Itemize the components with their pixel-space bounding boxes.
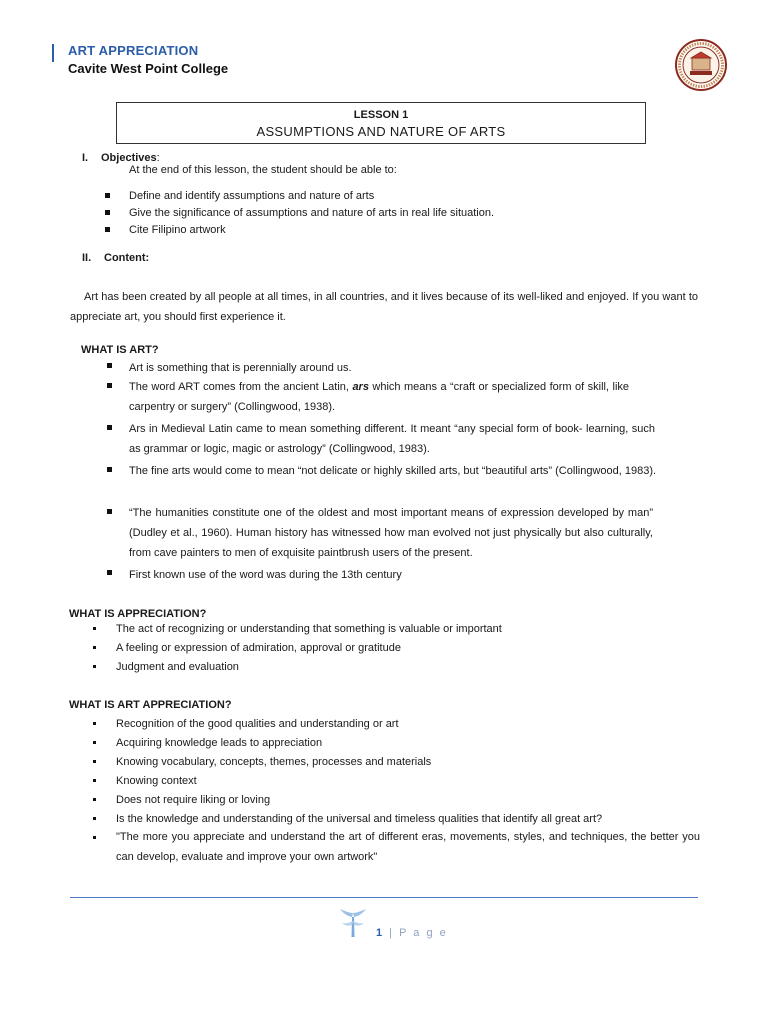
art-item: “The humanities constitute one of the oldest and most important means of expression developed by man” (Dudley et al., 1960). Human history has witnessed how man evolved not just physically but also culturally, from cave painters to men of exquisite paintbrush users of the present.: [129, 507, 653, 559]
content-numeral: II.: [82, 252, 92, 264]
art-appreciation-item: Acquiring knowledge leads to appreciation: [116, 737, 323, 749]
objectives-heading-text: Objectives: [101, 152, 157, 164]
lesson-number: LESSON 1: [353, 109, 409, 121]
footer-emblem-icon: [336, 907, 370, 941]
art-item: Art is something that is perennially around us.: [129, 362, 352, 374]
objectives-heading-colon: :: [156, 152, 160, 164]
footer-divider: [70, 897, 698, 898]
content-intro-paragraph: Art has been created by all people at all times, in all countries, and it lives because of its well-liked and enjoyed. If you want to appreciate art, you should first experience it.: [70, 291, 698, 323]
bullet-small-square: [93, 760, 96, 763]
bullet-square: [107, 467, 112, 472]
college-seal-logo: [674, 38, 728, 92]
art-item-latin-term: ars: [352, 381, 369, 393]
appreciation-item: The act of recognizing or understanding that something is valuable or important: [116, 623, 502, 635]
bullet-small-square: [93, 836, 96, 839]
art-appreciation-item: Is the knowledge and understanding of the universal and timeless qualities that identify all great art?: [116, 813, 603, 825]
bullet-square: [107, 570, 112, 575]
lesson-title-box: [116, 102, 646, 144]
bullet-square: [107, 509, 112, 514]
bullet-small-square: [93, 779, 96, 782]
bullet-square: [107, 383, 112, 388]
page-label: | P a g e: [384, 927, 448, 939]
page-number: [376, 927, 448, 939]
art-item: Ars in Medieval Latin came to mean something different. It meant “any special form of book- learning, such as grammar or logic, magic or astrology” (Collingwood, 1983).: [129, 423, 655, 455]
bullet-small-square: [93, 646, 96, 649]
college-name: Cavite West Point College: [68, 61, 229, 76]
bullet-square: [107, 363, 112, 368]
bullet-small-square: [93, 665, 96, 668]
art-item-text: The word ART comes from the ancient Latin,: [129, 381, 353, 393]
objective-item: Define and identify assumptions and nature of arts: [129, 190, 375, 202]
bullet-small-square: [93, 817, 96, 820]
art-appreciation-item: Recognition of the good qualities and understanding or art: [116, 718, 399, 730]
page-number-value: 1: [376, 927, 385, 939]
appreciation-item: A feeling or expression of admiration, approval or gratitude: [116, 642, 401, 654]
bullet-square: [105, 193, 110, 198]
art-item: The fine arts would come to mean “not delicate or highly skilled arts, but “beautiful arts” (Collingwood, 1983).: [129, 465, 657, 477]
what-is-art-appreciation-heading: WHAT IS ART APPRECIATION?: [69, 699, 232, 711]
bullet-square: [107, 425, 112, 430]
art-appreciation-item: Does not require liking or loving: [116, 794, 271, 806]
course-title: ART APPRECIATION: [68, 43, 199, 58]
bullet-square: [105, 227, 110, 232]
objective-item: Cite Filipino artwork: [129, 224, 226, 236]
art-item: First known use of the word was during the 13th century: [129, 569, 402, 581]
art-appreciation-item: Knowing vocabulary, concepts, themes, processes and materials: [116, 756, 432, 768]
appreciation-item: Judgment and evaluation: [116, 661, 239, 673]
art-item-text: which means a “craft or specialized form of skill, like carpentry or surgery” (Collingwood, 1938).: [129, 381, 629, 413]
bullet-small-square: [93, 722, 96, 725]
what-is-appreciation-heading: WHAT IS APPRECIATION?: [69, 608, 207, 620]
objective-item: Give the significance of assumptions and nature of arts in real life situation.: [129, 207, 495, 219]
bullet-small-square: [93, 798, 96, 801]
art-appreciation-item: "The more you appreciate and understand the art of different eras, movements, styles, and techniques, the better you can develop, evaluate and improve your own artwork": [116, 831, 700, 863]
objectives-intro: At the end of this lesson, the student should be able to:: [129, 164, 397, 176]
lesson-title: ASSUMPTIONS AND NATURE OF ARTS: [256, 124, 506, 139]
objectives-numeral: I.: [82, 152, 89, 164]
bullet-square: [105, 210, 110, 215]
bullet-small-square: [93, 627, 96, 630]
art-item: [129, 377, 629, 417]
content-heading: Content:: [104, 252, 150, 264]
art-appreciation-item: Knowing context: [116, 775, 197, 787]
header-accent-bar: [52, 44, 54, 62]
bullet-small-square: [93, 741, 96, 744]
what-is-art-heading: WHAT IS ART?: [81, 344, 159, 356]
